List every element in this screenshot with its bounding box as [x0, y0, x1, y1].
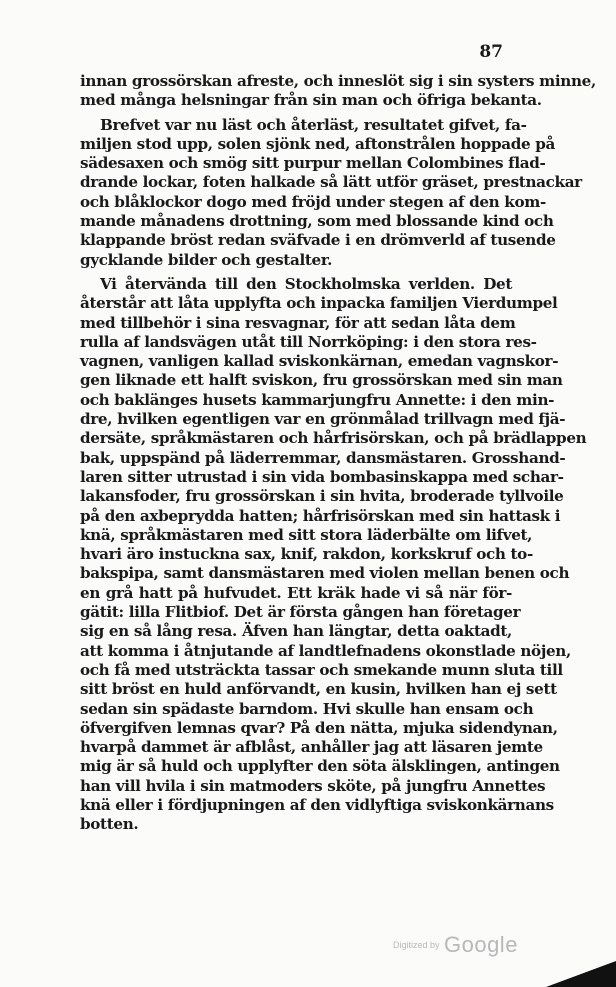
google-logo: Google [443, 932, 518, 957]
text-line: sig en så lång resa. Äfven han längtar, detta oaktadt, [80, 622, 512, 641]
text-line: sitt bröst en huld anförvandt, en kusin, hvilken han ej sett [80, 680, 557, 699]
text-line: lakansfoder, fru grossörskan i sin hvita, broderade tyllvoile [80, 487, 564, 506]
text-line: miljen stod upp, solen sjönk ned, aftonstrålen hoppade på [80, 134, 555, 153]
text-line: knä, språkmästaren med sitt stora läderbälte om lifvet, [80, 525, 533, 544]
text-line: Brefvet var nu läst och återläst, resultatet gifvet, fa- [100, 115, 527, 134]
text-line: hvari äro instuckna sax, knif, rakdon, korkskruf och to- [80, 545, 533, 564]
text-line: med många helsningar från sin man och öfriga bekanta. [80, 91, 542, 110]
text-block [80, 72, 596, 835]
text-line: sedan sin spädaste barndom. Hvi skulle han ensam och [80, 699, 534, 718]
text-line: innan grossörskan afreste, och inneslöt sig i sin systers minne, [80, 72, 596, 90]
text-line: han vill hvila i sin matmoders sköte, på jungfru Annettes [80, 776, 546, 795]
text-line: på den axbeprydda hatten; hårfrisörskan med sin hattask i [80, 506, 561, 525]
text-line: dre, hvilken egentligen var en grönmålad trillvagn med fjä- [80, 410, 566, 429]
text-line: hvarpå dammet är afblåst, anhåller jag att läsaren jemte [80, 738, 543, 757]
text-line: vagnen, vanligen kallad sviskonkärnan, emedan vagnskor- [80, 352, 559, 371]
text-line: rulla af landsvägen utåt till Norrköping: i den stora res- [80, 332, 537, 351]
text-line: gycklande bilder och gestalter. [80, 250, 333, 269]
text-line: bakspipa, samt dansmästaren med violen mellan benen och [80, 564, 570, 583]
text-line: Vi återvända till den Stockholmska verlden. Det [100, 274, 512, 293]
text-line: återstår att låta upplyfta och inpacka familjen Vierdumpel [80, 294, 558, 313]
paragraph [80, 115, 582, 270]
text-line: och få med utsträckta tassar och smekande munn sluta till [80, 660, 563, 679]
paragraph [80, 72, 596, 111]
text-line: en grå hatt på hufvudet. Ett kräk hade vi så när för- [80, 583, 512, 602]
text-line: med tillbehör i sina resvagnar, för att sedan låta dem [80, 313, 516, 332]
text-line: gätit: lilla Flitbiof. Det är första gången han företager [80, 603, 521, 622]
text-line: och blåklockor dogo med fröjd under stegen af den kom- [80, 192, 546, 211]
text-line: dersäte, språkmästaren och hårfrisörskan, och på brädlappen [80, 429, 587, 448]
text-line: bak, uppspänd på läderremmar, dansmästaren. Grosshand- [80, 448, 566, 467]
paragraph [80, 274, 587, 835]
text-line: drande lockar, foten halkade så lätt utför gräset, prestnackar [80, 173, 582, 192]
corner-mark [546, 961, 616, 987]
text-line: knä eller i fördjupningen af den vidlyftiga sviskonkärnans [80, 795, 554, 814]
text-line: gen liknade ett halft sviskon, fru grossörskan med sin man [80, 371, 563, 390]
text-line: öfvergifven lemnas qvar? På den nätta, mjuka sidendynan, [80, 718, 558, 737]
watermark-prefix: Digitized by [393, 940, 440, 950]
text-line: laren sitter utrustad i sin vida bombasinskappa med schar- [80, 467, 564, 486]
text-line: sädesaxen och smög sitt purpur mellan Colombines flad- [80, 154, 546, 173]
page-number: 87 [479, 42, 503, 62]
text-line: klappande bröst redan sväfvade i en drömverld af tusende [80, 231, 556, 250]
text-line: mig är så huld och upplyfter den söta älsklingen, antingen [80, 757, 560, 776]
text-line: botten. [80, 815, 139, 834]
text-line: mande månadens drottning, som med blossande kind och [80, 212, 554, 231]
text-line: och baklänges husets kammarjungfru Annette: i den min- [80, 390, 555, 409]
text-line: att komma i åtnjutande af landtlefnadens okonstlade nöjen, [80, 641, 571, 660]
watermark [393, 932, 518, 958]
